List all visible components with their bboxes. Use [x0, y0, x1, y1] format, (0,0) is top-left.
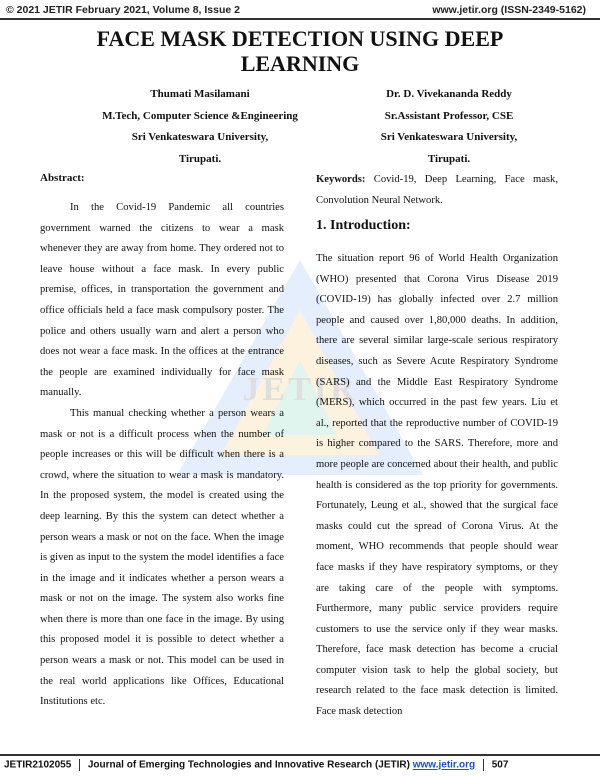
author-university: Sri Venkateswara University, — [131, 131, 269, 143]
footer-separator — [483, 759, 484, 771]
author-block-left — [60, 84, 340, 170]
footer-separator — [79, 759, 80, 771]
footer-page-number: 507 — [491, 759, 509, 771]
introduction-heading: 1. Introduction: — [316, 218, 411, 233]
header-journal-site: www.jetir.org (ISSN-2349-5162) — [432, 4, 586, 16]
keywords-block — [316, 170, 558, 211]
page-header — [0, 0, 600, 20]
author-name: Thumati Masilamani — [150, 88, 250, 100]
abstract-paragraph-2: This manual checking whether a person wears a mask or not is a difficult process when the number of people increases or this will be difficult when there is a crowd, where the situation to wear a mask is mandatory. In the proposed system, the model is created using the deep learning. By this the system can detect whether a person wears a mask or not on the face. When the image is given as input to the system the model identifies a face in the image and it indicates whether a person wears a mask or not on the image. The system also works fine when there is more than one face in the image. By using this proposed model it is possible to detect whether a person wears a mask or not. This model can be used in the real world applications like Offices, Educational Institutions etc. — [40, 407, 284, 708]
keywords-label: Keywords: — [316, 174, 366, 185]
keywords-text: Covid-19, Deep Learning, Face mask, Convolution Neural Network. — [316, 174, 558, 206]
author-degree: M.Tech, Computer Science &Engineering — [102, 109, 298, 122]
footer-paper-id: JETIR2102055 — [4, 759, 72, 771]
abstract-body — [40, 198, 284, 713]
paper-title: FACE MASK DETECTION USING DEEP LEARNING — [96, 26, 504, 76]
abstract-heading: Abstract: — [40, 172, 85, 184]
abstract-paragraph-1: In the Covid-19 Pandemic all countries government warned the citizens to wear a mask whenever they are away from home. They ordered not to leave house without a face mask. In every public premise, offices, in transportation the government and office officials held a face mask compulsory poster. The police and others usually warn and alert a person who does not wear a face mask. In the offices at the entrance the people are examined individually for face mask manually. — [40, 202, 284, 399]
header-citation: © 2021 JETIR February 2021, Volume 8, Issue 2 — [6, 4, 240, 16]
author-block-right — [314, 84, 584, 170]
header-rule — [0, 18, 600, 20]
author-position: Sr.Assistant Professor, CSE — [384, 109, 514, 122]
page-footer — [0, 754, 600, 776]
author-city: Tirupati. — [427, 152, 471, 165]
author-name: Dr. D. Vivekananda Reddy — [386, 88, 512, 100]
footer-rule — [0, 754, 600, 756]
introduction-paragraph: The situation report 96 of World Health Organization (WHO) presented that Corona Virus Disease 2019 (COVID-19) has globally infected over 2.7 million people and caused over 1,80,000 deaths. In addition, there are several similar large-scale serious respiratory diseases, such as Severe Acute Respiratory Syndrome (SARS) and the Middle East Respiratory Syndrome (MERS), which occurred in the past few years. Liu et al., reported that the reproductive number of COVID-19 is higher compared to the SARS. Therefore, more and more people are concerned about their health, and public health is considered as the top priority for governments. Fortunately, Leung et al., showed that the surgical face masks could cut the spread of Corona Virus. At the moment, WHO recommends that people should wear face masks if they have respiratory symptoms, or they are taking care of the people with symptoms. Furthermore, many public service providers require customers to use the service only if they wear masks. Therefore, face mask detection has become a crucial computer vision task to help the global society, but research related to the face mask detection is limited. Face mask detection — [316, 253, 558, 718]
introduction-body — [316, 249, 558, 723]
watermark-text: JETIR — [242, 371, 358, 408]
footer-journal-name: Journal of Emerging Technologies and Innovative Research (JETIR) — [87, 759, 410, 771]
author-city: Tirupati. — [178, 152, 222, 165]
footer-site-link[interactable]: www.jetir.org — [412, 759, 476, 771]
footer-content — [4, 759, 508, 771]
author-university: Sri Venkateswara University, — [380, 131, 518, 143]
